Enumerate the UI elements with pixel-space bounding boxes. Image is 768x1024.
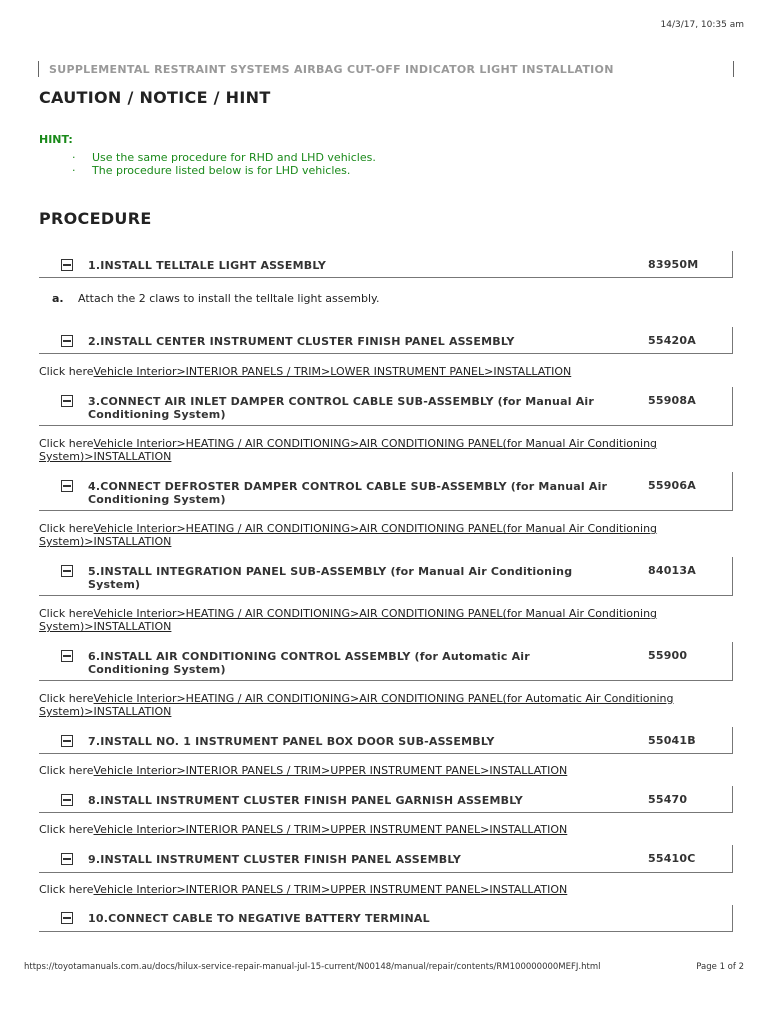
print-datetime: 14/3/17, 10:35 am — [660, 20, 744, 30]
hint-item — [72, 164, 350, 177]
caution-heading: CAUTION / NOTICE / HINT — [39, 88, 271, 107]
reference-link[interactable]: Vehicle Interior>INTERIOR PANELS / TRIM>UPPER INSTRUMENT PANEL>INSTALLATION — [93, 823, 568, 836]
reference-line — [39, 823, 729, 836]
step-title: 5.INSTALL INTEGRATION PANEL SUB-ASSEMBLY (for Manual Air Conditioning System) — [88, 565, 573, 591]
step-title: 8.INSTALL INSTRUMENT CLUSTER FINISH PANEL GARNISH ASSEMBLY — [88, 794, 523, 807]
step-header — [39, 387, 733, 426]
step-part-code: 55470 — [648, 793, 688, 806]
reference-line — [39, 365, 729, 378]
collapse-toggle-icon[interactable] — [61, 912, 73, 924]
click-here-text: Click here — [39, 365, 94, 378]
step-header — [39, 905, 733, 932]
reference-line — [39, 437, 729, 463]
step-title: 2.INSTALL CENTER INSTRUMENT CLUSTER FINISH PANEL ASSEMBLY — [88, 335, 515, 348]
step-part-code: 55906A — [648, 479, 696, 492]
reference-line — [39, 883, 729, 896]
reference-link[interactable]: Vehicle Interior>INTERIOR PANELS / TRIM>UPPER INSTRUMENT PANEL>INSTALLATION — [93, 764, 568, 777]
reference-link[interactable]: Vehicle Interior>HEATING / AIR CONDITIONING>AIR CONDITIONING PANEL(for Manual Air Conditioning System)>INSTALLATION — [39, 522, 658, 548]
collapse-toggle-icon[interactable] — [61, 794, 73, 806]
step-title: 10.CONNECT CABLE TO NEGATIVE BATTERY TERMINAL — [88, 912, 430, 925]
substep-letter: a. — [52, 292, 64, 305]
click-here-text: Click here — [39, 692, 94, 705]
collapse-toggle-icon[interactable] — [61, 395, 73, 407]
reference-line — [39, 522, 729, 548]
bullet-icon: · — [72, 164, 76, 177]
hint-label: HINT: — [39, 133, 73, 146]
step-part-code: 55420A — [648, 334, 696, 347]
step-header — [39, 557, 733, 596]
collapse-toggle-icon[interactable] — [61, 650, 73, 662]
substep-text: Attach the 2 claws to install the telltale light assembly. — [78, 292, 380, 305]
step-header — [39, 472, 733, 511]
reference-link[interactable]: Vehicle Interior>INTERIOR PANELS / TRIM>UPPER INSTRUMENT PANEL>INSTALLATION — [93, 883, 568, 896]
reference-line — [39, 607, 729, 633]
substep — [52, 292, 379, 305]
step-title: 1.INSTALL TELLTALE LIGHT ASSEMBLY — [88, 259, 327, 272]
page-number: Page 1 of 2 — [696, 962, 744, 972]
click-here-text: Click here — [39, 764, 94, 777]
reference-line — [39, 692, 729, 718]
breadcrumb: SUPPLEMENTAL RESTRAINT SYSTEMS AIRBAG CUT-OFF INDICATOR LIGHT INSTALLATION — [49, 63, 614, 76]
step-title: 4.CONNECT DEFROSTER DAMPER CONTROL CABLE SUB-ASSEMBLY (for Manual Air Conditioning System) — [88, 480, 608, 506]
collapse-toggle-icon[interactable] — [61, 565, 73, 577]
reference-link[interactable]: Vehicle Interior>HEATING / AIR CONDITIONING>AIR CONDITIONING PANEL(for Manual Air Conditioning System)>INSTALLATION — [39, 607, 658, 633]
reference-link[interactable]: Vehicle Interior>INTERIOR PANELS / TRIM>LOWER INSTRUMENT PANEL>INSTALLATION — [93, 365, 572, 378]
collapse-toggle-icon[interactable] — [61, 480, 73, 492]
step-part-code: 84013A — [648, 564, 696, 577]
step-part-code: 55908A — [648, 394, 696, 407]
step-title: 3.CONNECT AIR INLET DAMPER CONTROL CABLE SUB-ASSEMBLY (for Manual Air Conditioning System) — [88, 395, 595, 421]
step-header — [39, 251, 733, 278]
click-here-text: Click here — [39, 883, 94, 896]
step-title: 9.INSTALL INSTRUMENT CLUSTER FINISH PANEL ASSEMBLY — [88, 853, 462, 866]
step-title: 7.INSTALL NO. 1 INSTRUMENT PANEL BOX DOOR SUB-ASSEMBLY — [88, 735, 495, 748]
click-here-text: Click here — [39, 607, 94, 620]
step-part-code: 55041B — [648, 734, 696, 747]
click-here-text: Click here — [39, 823, 94, 836]
step-header — [39, 845, 733, 873]
hint-item-text: The procedure listed below is for LHD vehicles. — [92, 164, 351, 177]
reference-line — [39, 764, 729, 777]
step-title: 6.INSTALL AIR CONDITIONING CONTROL ASSEMBLY (for Automatic Air Conditioning System) — [88, 650, 530, 676]
reference-link[interactable]: Vehicle Interior>HEATING / AIR CONDITIONING>AIR CONDITIONING PANEL(for Manual Air Conditioning System)>INSTALLATION — [39, 437, 658, 463]
reference-link[interactable]: Vehicle Interior>HEATING / AIR CONDITIONING>AIR CONDITIONING PANEL(for Automatic Air Conditioning System)>INSTALLATION — [39, 692, 674, 718]
click-here-text: Click here — [39, 437, 94, 450]
step-part-code: 83950M — [648, 258, 699, 271]
procedure-heading: PROCEDURE — [39, 209, 152, 228]
breadcrumb-bar — [38, 61, 734, 77]
step-part-code: 55410C — [648, 852, 696, 865]
collapse-toggle-icon[interactable] — [61, 853, 73, 865]
step-part-code: 55900 — [648, 649, 688, 662]
hint-item-text: Use the same procedure for RHD and LHD vehicles. — [92, 151, 376, 164]
collapse-toggle-icon[interactable] — [61, 335, 73, 347]
step-header — [39, 727, 733, 754]
collapse-toggle-icon[interactable] — [61, 735, 73, 747]
step-header — [39, 642, 733, 681]
footer-url: https://toyotamanuals.com.au/docs/hilux-service-repair-manual-jul-15-current/N00148/manual/repair/contents/RM100000000MEFJ.html — [24, 962, 601, 972]
click-here-text: Click here — [39, 522, 94, 535]
hint-item — [72, 151, 376, 164]
bullet-icon: · — [72, 151, 76, 164]
step-header — [39, 327, 733, 354]
collapse-toggle-icon[interactable] — [61, 259, 73, 271]
step-header — [39, 786, 733, 813]
